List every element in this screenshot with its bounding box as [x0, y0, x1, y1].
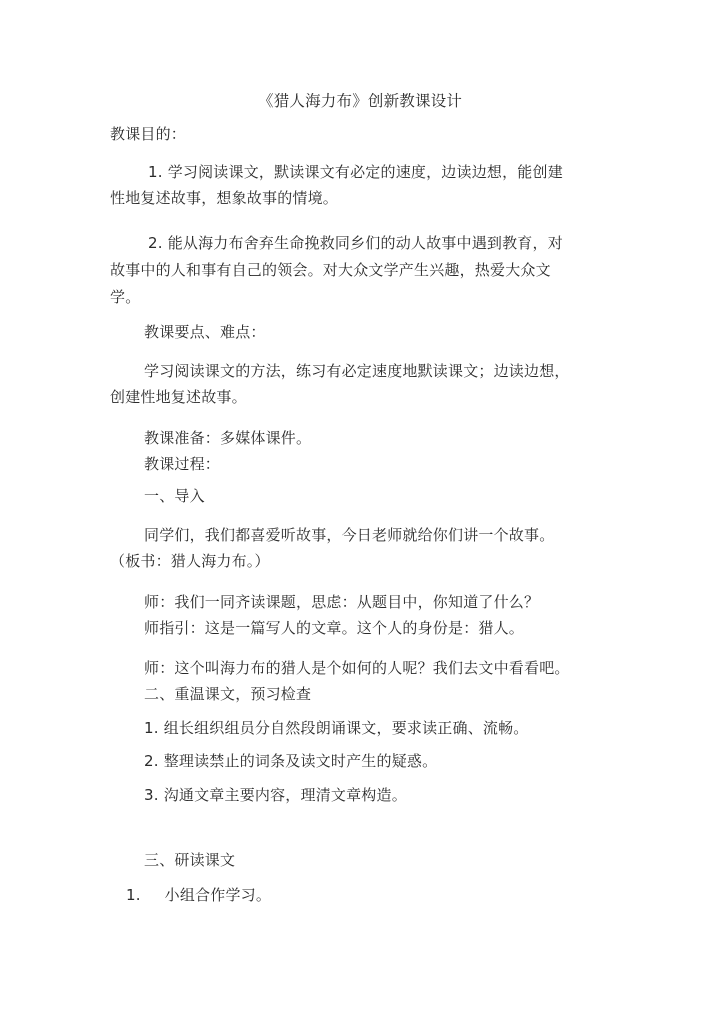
- objective-1-number: 1.: [148, 163, 163, 181]
- section-3-heading: 三、研读课文: [144, 851, 236, 869]
- teacher-line-2: 师指引：这是一篇写人的文章。这个人的身份是：猎人。: [144, 619, 525, 637]
- objective-2-line-3: 学。: [110, 288, 141, 306]
- preparation: 教课准备：多媒体课件。: [144, 429, 312, 447]
- objective-2-line-2: 故事中的人和事有自己的领会。对大众文学产生兴趣，热爱大众文: [110, 261, 551, 279]
- review-item-2-text: 整理读禁止的词条及读文时产生的疑惑。: [163, 752, 438, 770]
- process-heading: 教课过程：: [144, 455, 221, 473]
- objective-2-number: 2.: [148, 234, 163, 252]
- teacher-line-3: 师：这个叫海力布的猎人是个如何的人呢？我们去文中看看吧。: [144, 659, 570, 677]
- objectives-heading: 教课目的：: [110, 125, 187, 143]
- review-item-1-number: 1.: [144, 719, 159, 737]
- study-item-1-number: 1.: [126, 886, 141, 904]
- review-item-2: [144, 751, 437, 771]
- objective-1-text: 学习阅读课文，默读课文有必定的速度，边读边想，能创建: [167, 163, 563, 181]
- intro-line-2: （板书：猎人海力布。）: [110, 552, 270, 570]
- section-1-heading: 一、导入: [144, 487, 205, 505]
- review-item-2-number: 2.: [144, 752, 159, 770]
- review-item-1-text: 组长组织组员分自然段朗诵课文，要求读正确、流畅。: [163, 719, 529, 737]
- keypoints-line-2: 创建性地复述故事。: [110, 388, 247, 406]
- study-item-1: [126, 885, 271, 905]
- review-item-3-text: 沟通文章主要内容，理清文章构造。: [163, 786, 407, 804]
- objective-2-text: 能从海力布舍弃生命挽救同乡们的动人故事中遇到教育，对: [167, 234, 563, 252]
- teacher-line-1: 师：我们一同齐读课题，思虑：从题目中，你知道了什么？: [144, 593, 540, 611]
- review-item-3-number: 3.: [144, 786, 159, 804]
- objective-1-line-1: [148, 162, 563, 182]
- document-title: 《猎人海力布》创新教课设计: [258, 92, 463, 110]
- review-item-1: [144, 718, 529, 738]
- keypoints-line-1: 学习阅读课文的方法，练习有必定速度地默读课文；边读边想，: [144, 362, 570, 380]
- objective-1-line-2: 性地复述故事，想象故事的情境。: [110, 189, 339, 207]
- intro-line-1: 同学们，我们都喜爱听故事，今日老师就给你们讲一个故事。: [144, 526, 555, 544]
- study-item-1-text: 小组合作学习。: [164, 886, 272, 904]
- keypoints-heading: 教课要点、难点：: [144, 323, 266, 341]
- section-2-heading: 二、重温课文，预习检查: [144, 685, 312, 703]
- review-item-3: [144, 785, 407, 805]
- objective-2-line-1: [148, 233, 563, 253]
